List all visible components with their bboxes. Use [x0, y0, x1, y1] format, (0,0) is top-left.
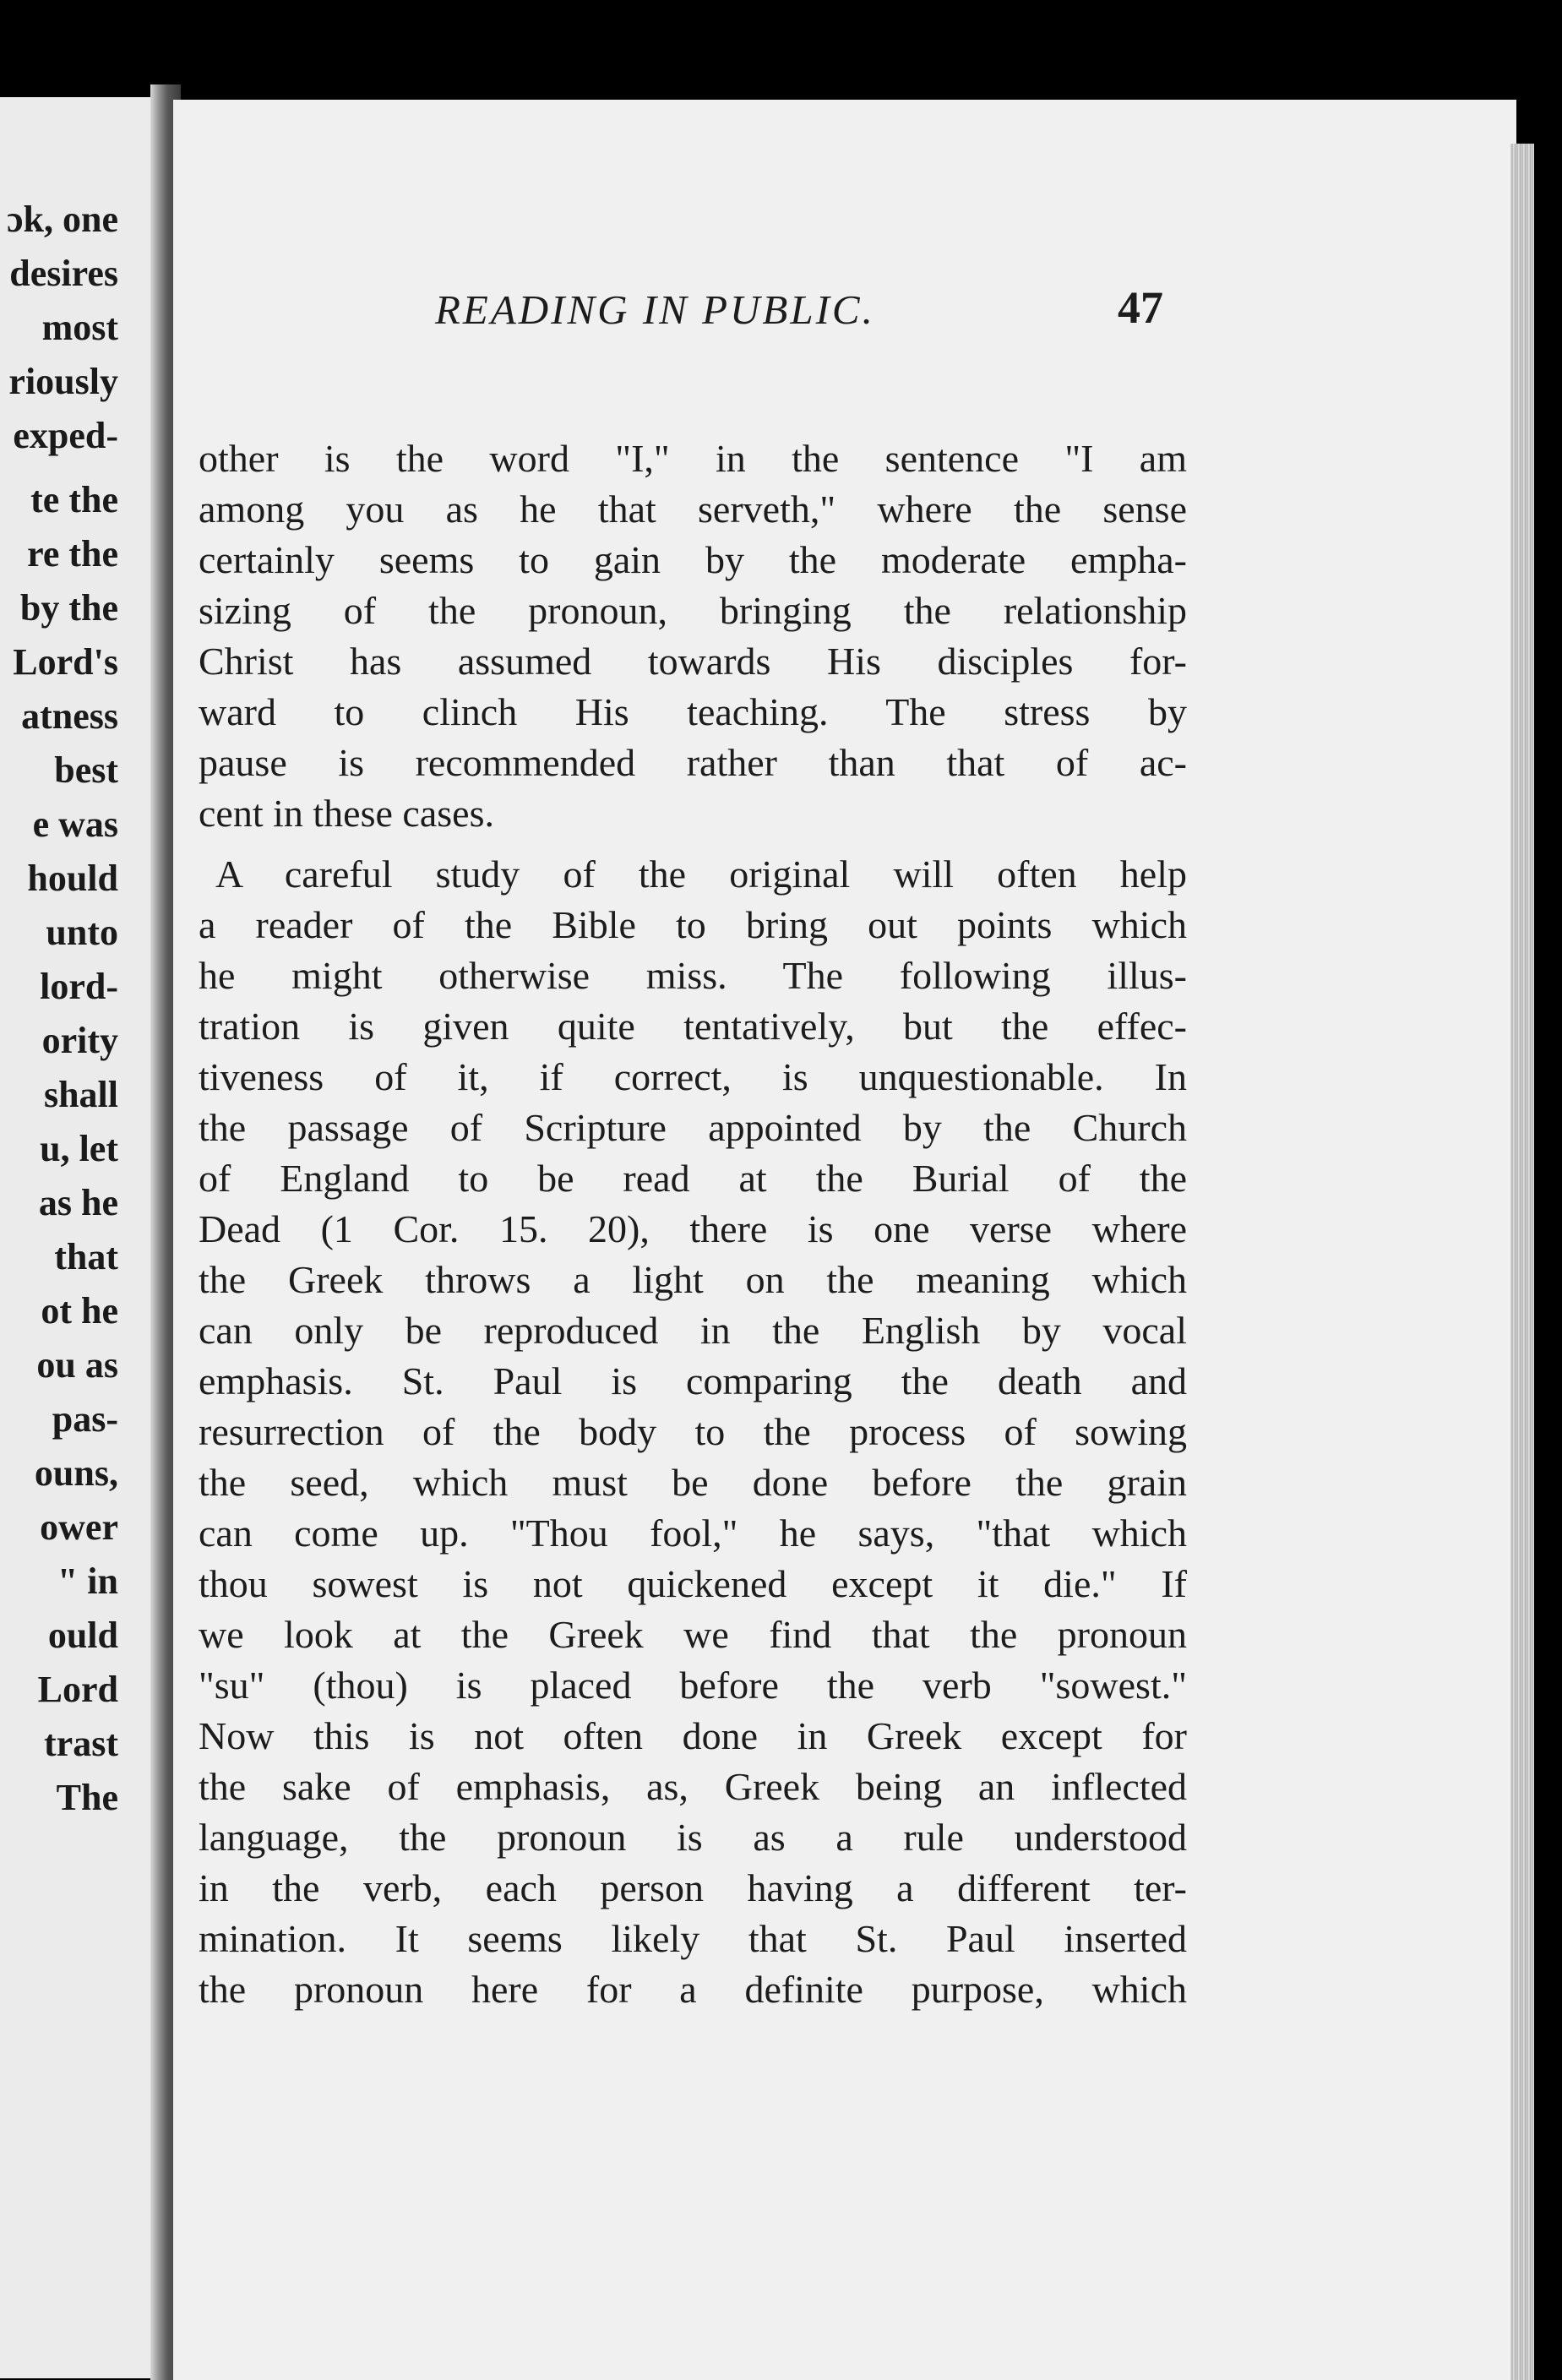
facing-page-line: atness [21, 695, 118, 737]
text-line: language, the pronoun is as a rule understood [199, 1816, 1187, 1859]
text-line: tiveness of it, if correct, is unquestionable. In [199, 1055, 1187, 1098]
text-line: cent in these cases. [199, 792, 494, 835]
facing-page-line: " in [57, 1560, 118, 1602]
facing-page-line: ɔk, one [7, 199, 118, 240]
facing-page-line: desires [9, 253, 118, 294]
text-line: a reader of the Bible to bring out points which [199, 903, 1187, 946]
facing-page-line: e was [32, 803, 118, 845]
facing-page-line: Lord's [13, 641, 118, 683]
text-line: can only be reproduced in the English by vocal [199, 1309, 1187, 1352]
text-line: emphasis. St. Paul is comparing the death and [199, 1359, 1187, 1402]
facing-page-line: ou as [36, 1344, 118, 1386]
text-line: ward to clinch His teaching. The stress by [199, 690, 1187, 733]
facing-page-line: hould [27, 858, 118, 899]
text-line: tration is given quite tentatively, but the effec- [199, 1005, 1187, 1048]
facing-page-line: unto [46, 912, 118, 953]
facing-page-line: riously [8, 361, 118, 402]
facing-page-line: te the [30, 479, 118, 520]
text-line: the passage of Scripture appointed by the Church [199, 1106, 1187, 1149]
facing-page-left [0, 97, 162, 2378]
text-line: he might otherwise miss. The following illus- [199, 954, 1187, 997]
facing-page-line: exped- [13, 415, 118, 456]
book-page [173, 100, 1516, 2380]
facing-page-line: as he [38, 1182, 118, 1223]
text-line: the sake of emphasis, as, Greek being an inflected [199, 1765, 1187, 1808]
text-line: the Greek throws a light on the meaning which [199, 1258, 1187, 1301]
facing-page-line: that [54, 1236, 118, 1277]
facing-page-line: The [56, 1777, 118, 1818]
facing-page-line: ower [40, 1506, 118, 1548]
facing-page-line: best [54, 749, 118, 791]
text-line: resurrection of the body to the process of sowing [199, 1410, 1187, 1453]
facing-page-line: ould [47, 1615, 118, 1656]
text-line: among you as he that serveth," where the sense [199, 487, 1187, 531]
text-line: we look at the Greek we find that the pronoun [199, 1613, 1187, 1656]
facing-page-line: lord- [40, 966, 118, 1007]
facing-page-line: most [41, 307, 118, 348]
facing-page-line: u, let [40, 1128, 118, 1169]
facing-page-line: re the [27, 533, 118, 575]
text-line: A careful study of the original will often help [215, 852, 1187, 896]
page-number: 47 [1118, 282, 1163, 333]
text-line: mination. It seems likely that St. Paul inserted [199, 1917, 1187, 1960]
facing-page-line: ot he [41, 1290, 118, 1332]
text-line: thou sowest is not quickened except it die." If [199, 1562, 1187, 1605]
facing-page-line: trast [44, 1723, 118, 1764]
text-line: "su" (thou) is placed before the verb "sowest." [199, 1664, 1187, 1707]
text-line: Christ has assumed towards His disciples for- [199, 640, 1187, 683]
text-line: of England to be read at the Burial of the [199, 1157, 1187, 1200]
facing-page-line: ouns, [34, 1452, 118, 1494]
page-edge [1510, 144, 1534, 2380]
text-line: Now this is not often done in Greek except for [199, 1714, 1187, 1757]
text-line: can come up. "Thou fool," he says, "that which [199, 1511, 1187, 1555]
text-line: pause is recommended rather than that of ac- [199, 741, 1187, 784]
facing-page-line: by the [19, 587, 118, 629]
text-line: certainly seems to gain by the moderate empha- [199, 538, 1187, 581]
text-line: the seed, which must be done before the grain [199, 1461, 1187, 1504]
running-head: READING IN PUBLIC. [435, 286, 875, 333]
facing-page-line: Lord [37, 1669, 118, 1710]
text-line: Dead (1 Cor. 15. 20), there is one verse where [199, 1207, 1187, 1250]
text-line: sizing of the pronoun, bringing the relationship [199, 589, 1187, 632]
facing-page-line: pas- [52, 1398, 118, 1440]
text-line: the pronoun here for a definite purpose, which [199, 1968, 1187, 2011]
text-line: in the verb, each person having a different ter- [199, 1866, 1187, 1909]
text-line: other is the word "I," in the sentence "I am [199, 437, 1187, 480]
facing-page-line: ority [41, 1020, 118, 1061]
facing-page-line: shall [43, 1074, 118, 1115]
